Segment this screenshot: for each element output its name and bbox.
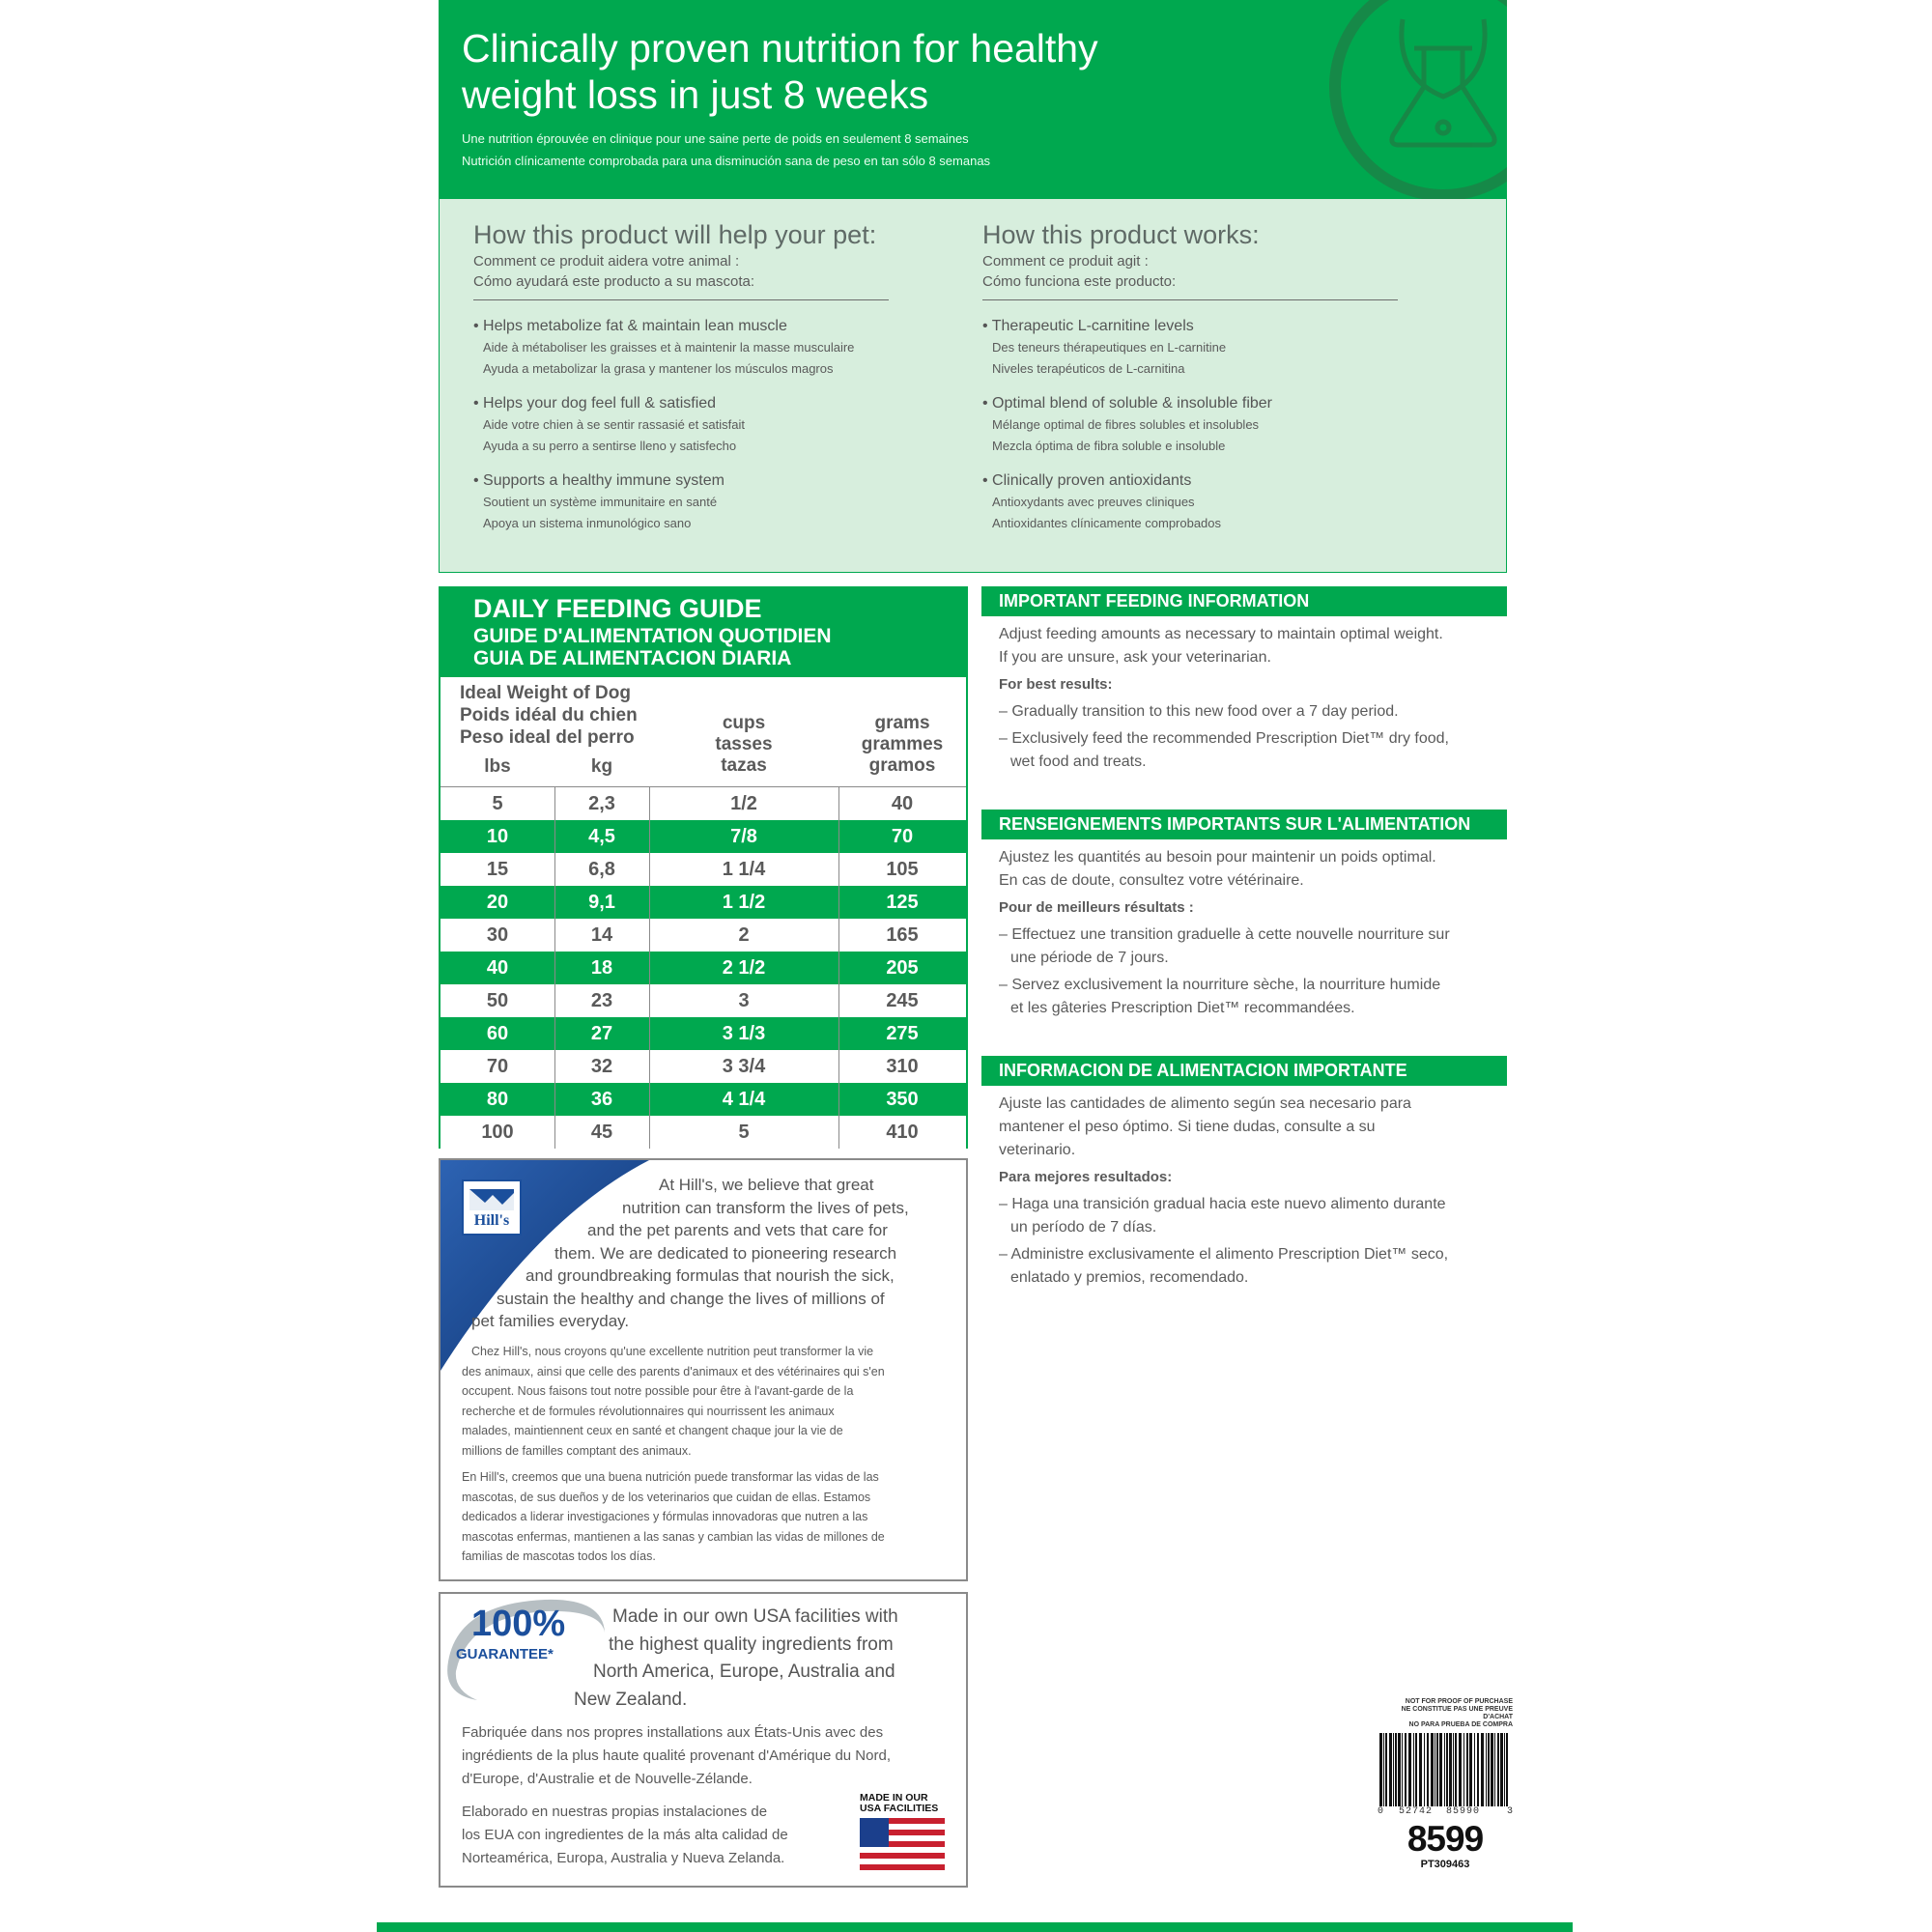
kg-header: kg xyxy=(590,756,613,777)
lbs-cell: 50 xyxy=(486,990,509,1011)
guarantee-badge-text: GUARANTEE* xyxy=(456,1646,554,1662)
benefit-item: • Optimal blend of soluble & insoluble fiber Mélange optimal de fibres solubles et insolubles Mezcla óptima de fibra soluble e insoluble xyxy=(982,395,1272,453)
table-divider xyxy=(440,786,966,787)
benefits-help-title: How this product will help your pet: xyxy=(473,220,877,249)
cups-cell: 3 xyxy=(738,990,750,1011)
hills-logo-mark-icon xyxy=(464,1183,520,1214)
barcode-bar xyxy=(1413,1733,1414,1806)
kg-cell: 4,5 xyxy=(588,826,615,847)
headline-es: Nutrición clínicamente comprobada para una disminución sana de peso en tan sólo 8 semanas xyxy=(462,154,991,168)
barcode-bar xyxy=(1477,1733,1479,1806)
barcode-bar xyxy=(1439,1733,1442,1806)
barcode-bar xyxy=(1488,1733,1490,1806)
barcode-bar xyxy=(1389,1733,1392,1806)
stethoscope-flask-icon xyxy=(1318,0,1507,199)
barcode-bar xyxy=(1446,1733,1448,1806)
kg-cell: 9,1 xyxy=(588,892,615,913)
barcode-bar xyxy=(1395,1733,1397,1806)
table-row xyxy=(440,820,966,853)
table-row xyxy=(440,853,966,886)
barcode-bar xyxy=(1393,1733,1394,1806)
barcode-image xyxy=(1378,1733,1513,1806)
barcode-bar xyxy=(1455,1733,1457,1806)
usa-guarantee-box xyxy=(439,1592,968,1888)
barcode-bar xyxy=(1383,1733,1384,1806)
grams-cell: 105 xyxy=(886,859,919,880)
lbs-cell: 100 xyxy=(481,1122,514,1143)
table-row xyxy=(440,1116,966,1149)
important-info-en-bar: IMPORTANT FEEDING INFORMATION xyxy=(981,586,1507,616)
table-row xyxy=(440,1050,966,1083)
barcode-bar xyxy=(1469,1733,1472,1806)
table-row xyxy=(440,919,966,952)
important-info-en: Adjust feeding amounts as necessary to maintain optimal weight. If you are unsure, ask your veterinarian. For best results: – Gradually transition to this new food over a 7 day period. – Exclusively feed the recommended Prescription Diet™ dry food, wet food and treats. xyxy=(999,626,1449,770)
benefit-item: • Helps your dog feel full & satisfied Aide votre chien à se sentir rassasié et satisfait Ayuda a su perro a sentirse lleno y satisfecho xyxy=(473,395,745,453)
grams-cell: 70 xyxy=(891,826,914,847)
barcode-bar xyxy=(1463,1733,1464,1806)
headline-fr: Une nutrition éprouvée en clinique pour une saine perte de poids en seulement 8 semaines xyxy=(462,131,969,146)
usa-made-en: Made in our own USA facilities with the highest quality ingredients from North America, Europe, Australia and New Zealand. xyxy=(574,1606,898,1710)
headline: Clinically proven nutrition for healthy weight loss in just 8 weeks xyxy=(462,26,1098,117)
daily-feeding-guide xyxy=(439,586,968,1149)
kg-cell: 45 xyxy=(590,1122,613,1143)
table-row xyxy=(440,952,966,984)
barcode-bar xyxy=(1415,1733,1417,1806)
hills-mission-en: At Hill's, we believe that great nutrition can transform the lives of pets, and the pet parents and vets that care for them. We are dedicated to pioneering research and groundbreaking formulas that nourish the sick, sustain the healthy and change the lives of millions of pet families everyday. xyxy=(471,1176,909,1330)
barcode-bar xyxy=(1491,1733,1493,1806)
barcode-digits: 52742 85990 xyxy=(1399,1806,1481,1817)
cups-cell: 2 xyxy=(738,924,750,946)
barcode-bar xyxy=(1424,1733,1425,1806)
kg-cell: 18 xyxy=(590,957,613,979)
grams-cell: 410 xyxy=(886,1122,919,1143)
lbs-cell: 15 xyxy=(486,859,509,880)
barcode-bar xyxy=(1466,1733,1468,1806)
kg-cell: 2,3 xyxy=(588,793,615,814)
barcode-bar xyxy=(1453,1733,1454,1806)
barcode-bar xyxy=(1385,1733,1387,1806)
barcode-bar xyxy=(1405,1733,1406,1806)
kg-cell: 36 xyxy=(590,1089,613,1110)
benefit-item: • Clinically proven antioxidants Antioxydants avec preuves cliniques Antioxidantes clínicamente comprobados xyxy=(982,472,1222,530)
important-info-fr-bar: RENSEIGNEMENTS IMPORTANTS SUR L'ALIMENTATION xyxy=(981,810,1507,839)
barcode-block: NOT FOR PROOF OF PURCHASE NE CONSTITUE PAS UNE PREUVE D'ACHAT NO PARA PRUEBA DE COMPRA 0 52742 85990 3 8599 PT309463 xyxy=(1378,1698,1513,1870)
important-info-es-bar: INFORMACION DE ALIMENTACION IMPORTANTE xyxy=(981,1056,1507,1086)
barcode-bar xyxy=(1449,1733,1452,1806)
usa-made-fr: Fabriquée dans nos propres installations aux États-Unis avec des ingrédients de la plus haute qualité provenant d'Amérique du Nord, d'Europe, d'Australie et de Nouvelle-Zélande. xyxy=(462,1724,891,1787)
barcode-bar xyxy=(1436,1733,1438,1806)
benefits-help-column: How this product will help your pet: Comment ce produit aidera votre animal : Cómo ayudará este producto a su mascota: • Helps metabolize fat & maintain lean muscle Aide à métaboliser les graisses et à maintenir la masse musculaire Ayuda a metabolizar la grasa y mantener los músculos magros • Helps your dog feel full & satisfied Aide votre chien à se sentir rassasié et satisfait Ayuda a su perro a sentirse lleno y satisfecho • Supports a healthy immune system Soutient un système immunitaire en santé Apoya un sistema inmunológico sano xyxy=(473,218,889,534)
divider xyxy=(473,299,889,300)
barcode-bar xyxy=(1419,1733,1422,1806)
lbs-cell: 70 xyxy=(486,1056,509,1077)
table-row xyxy=(440,787,966,820)
cups-cell: 7/8 xyxy=(730,826,757,847)
barcode-bar xyxy=(1398,1733,1401,1806)
benefit-item: • Helps metabolize fat & maintain lean muscle Aide à métaboliser les graisses et à maintenir la masse musculaire Ayuda a metabolizar la grasa y mantener los músculos magros xyxy=(473,318,855,376)
weight-header: Ideal Weight of Dog Poids idéal du chien Peso ideal del perro xyxy=(460,683,638,748)
barcode-bar xyxy=(1486,1733,1487,1806)
barcode-bar xyxy=(1504,1733,1505,1806)
cups-cell: 2 1/2 xyxy=(722,957,766,979)
grams-cell: 165 xyxy=(886,924,919,946)
lbs-cell: 60 xyxy=(486,1023,509,1044)
barcode-bar xyxy=(1506,1733,1508,1806)
table-row xyxy=(440,984,966,1017)
barcode-bar xyxy=(1500,1733,1503,1806)
cups-cell: 3 1/3 xyxy=(722,1023,766,1044)
kg-cell: 27 xyxy=(590,1023,613,1044)
product-code: 8599 xyxy=(1406,1819,1484,1859)
usa-flag-icon xyxy=(860,1818,945,1872)
divider xyxy=(982,299,1398,300)
header-banner xyxy=(439,0,1507,199)
barcode-bar xyxy=(1494,1733,1495,1806)
kg-cell: 6,8 xyxy=(588,859,615,880)
lbs-cell: 10 xyxy=(486,826,509,847)
grams-cell: 275 xyxy=(886,1023,919,1044)
hills-mission-box xyxy=(439,1158,968,1581)
lbs-cell: 30 xyxy=(486,924,509,946)
cups-cell: 1/2 xyxy=(730,793,757,814)
benefit-item: • Therapeutic L-carnitine levels Des teneurs thérapeutiques en L-carnitine Niveles terapéuticos de L-carnitina xyxy=(982,318,1227,376)
cups-cell: 1 1/2 xyxy=(722,892,766,913)
flag-caption: MADE IN OUR USA FACILITIES xyxy=(860,1792,939,1814)
grams-cell: 205 xyxy=(886,957,919,979)
grams-cell: 350 xyxy=(886,1089,919,1110)
barcode-bar xyxy=(1408,1733,1411,1806)
kg-cell: 14 xyxy=(590,924,613,946)
cups-cell: 1 1/4 xyxy=(722,859,766,880)
barcode-bar xyxy=(1431,1733,1434,1806)
cups-cell: 5 xyxy=(738,1122,750,1143)
kg-cell: 32 xyxy=(590,1056,613,1077)
grams-cell: 245 xyxy=(886,990,919,1011)
bottom-green-rule xyxy=(377,1922,1573,1932)
hills-mission-fr: Chez Hill's, nous croyons qu'une excellente nutrition peut transformer la vie des animaux, ainsi que celle des parents d'animaux et des vétérinaires qui s'en occupent. Nous faisons tout notre possible pour être à l'avant-garde de la recherche et de formules révolutionnaires qui nourrissent les animaux malades, maintiennent ceux en santé et changent chaque jour la vie de millions de familles comptant des animaux. xyxy=(462,1345,885,1458)
grams-header: grams grammes gramos xyxy=(861,713,944,776)
lbs-cell: 80 xyxy=(486,1089,509,1110)
barcode-bar xyxy=(1474,1733,1475,1806)
barcode-bar xyxy=(1459,1733,1462,1806)
kg-cell: 23 xyxy=(590,990,613,1011)
grams-cell: 310 xyxy=(886,1056,919,1077)
benefit-item: • Supports a healthy immune system Soutient un système immunitaire en santé Apoya un sistema inmunológico sano xyxy=(473,472,724,530)
hills-logo: Hill's xyxy=(462,1179,522,1236)
table-divider xyxy=(649,787,650,1149)
barcode-bar xyxy=(1444,1733,1445,1806)
lbs-cell: 5 xyxy=(492,793,503,814)
lbs-header: lbs xyxy=(484,756,511,777)
barcode-bar xyxy=(1402,1733,1403,1806)
barcode-bar xyxy=(1481,1733,1484,1806)
cups-cell: 3 3/4 xyxy=(722,1056,766,1077)
barcode-bar xyxy=(1497,1733,1499,1806)
benefits-panel xyxy=(439,199,1507,573)
barcode-bar xyxy=(1379,1733,1382,1806)
table-row xyxy=(440,1083,966,1116)
table-divider xyxy=(554,787,555,1149)
usa-made-es: Elaborado en nuestras propias instalaciones de los EUA con ingredientes de la más alta calidad de Norteamérica, Europa, Australia y Nueva Zelanda. xyxy=(462,1804,788,1866)
grams-cell: 40 xyxy=(891,793,914,814)
part-number: PT309463 xyxy=(1420,1859,1470,1870)
guarantee-badge-percent: 100% xyxy=(471,1604,566,1644)
cups-cell: 4 1/4 xyxy=(722,1089,766,1110)
benefits-works-title: How this product works: xyxy=(982,220,1260,249)
barcode-digit-left: 0 xyxy=(1378,1806,1384,1817)
table-row xyxy=(440,886,966,919)
barcode-digit-right: 3 xyxy=(1506,1806,1513,1817)
lbs-cell: 20 xyxy=(486,892,509,913)
table-row xyxy=(440,1017,966,1050)
hills-mission-es: En Hill's, creemos que una buena nutrición puede transformar las vidas de las mascotas, de sus dueños y de los veterinarios que cuidan de ellas. Estamos dedicados a liderar investigaciones y fórmulas innovadoras que nutren a las mascotas enfermas, mantienen a las sanas y cambian las vidas de millones de familias de mascotas todos los días. xyxy=(462,1470,885,1563)
grams-cell: 125 xyxy=(886,892,919,913)
cups-header: cups tasses tazas xyxy=(715,713,773,776)
table-divider xyxy=(838,787,839,1149)
lbs-cell: 40 xyxy=(486,957,509,979)
important-info-es: Ajuste las cantidades de alimento según sea necesario para mantener el peso óptimo. Si tiene dudas, consulte a su veterinario. Para mejores resultados: – Haga una transición gradual hacia este nuevo alimento durante un período de 7 días. – Administre exclusivamente el alimento Prescription Diet™ seco, enlatado y premios, recomendado. xyxy=(999,1095,1449,1286)
benefits-works-column: How this product works: Comment ce produit agit : Cómo funciona este producto: • Therapeutic L-carnitine levels Des teneurs thérapeutiques en L-carnitine Niveles terapéuticos de L-carnitina • Optimal blend of soluble & insoluble fiber Mélange optimal de fibres solubles et insolubles Mezcla óptima de fibra soluble e insoluble • Clinically proven antioxidants Antioxydants avec preuves cliniques Antioxidantes clínicamente comprobados xyxy=(982,218,1398,534)
barcode-bar xyxy=(1427,1733,1429,1806)
important-info-fr: Ajustez les quantités au besoin pour maintenir un poids optimal. En cas de doute, consultez votre vétérinaire. Pour de meilleurs résultats : – Effectuez une transition graduelle à cette nouvelle nourriture sur une période de 7 jours. – Servez exclusivement la nourriture sèche, la nourriture humide et les gâteries Prescription Diet™ recommandées. xyxy=(999,849,1450,1016)
feeding-guide-header: DAILY FEEDING GUIDE GUIDE D'ALIMENTATION QUOTIDIEN GUIA DE ALIMENTACION DIARIA xyxy=(440,588,966,677)
